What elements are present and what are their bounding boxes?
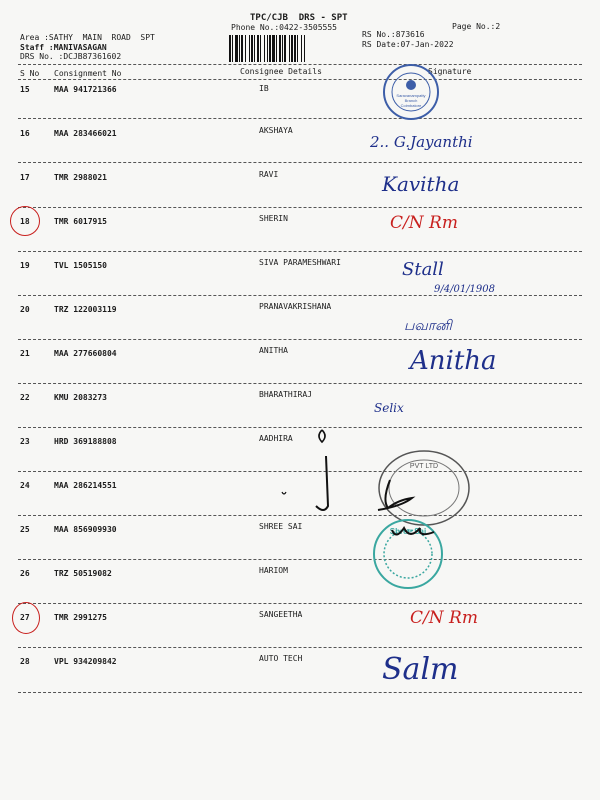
red-circle-mark bbox=[10, 206, 40, 236]
row-sno: 15 bbox=[20, 85, 30, 94]
row-consignee: SHERIN bbox=[259, 214, 288, 223]
svg-text:Coimbatore: Coimbatore bbox=[400, 103, 422, 108]
signature-row-16: 2.. G.Jayanthi bbox=[370, 133, 473, 151]
row-divider bbox=[18, 339, 582, 340]
row-consignee: RAVI bbox=[259, 170, 279, 179]
row-divider bbox=[18, 295, 582, 296]
staff-label: Staff :MANIVASAGAN bbox=[20, 43, 107, 52]
rs-date: RS Date:07-Jan-2022 bbox=[362, 40, 454, 49]
row-divider bbox=[18, 162, 582, 163]
row-sno: 24 bbox=[20, 481, 30, 490]
row-consignee: SHREE SAI bbox=[259, 522, 303, 531]
col-sno: S No bbox=[20, 69, 40, 78]
signature-row-22: Selix bbox=[374, 401, 404, 415]
col-consignment: Consignment No bbox=[54, 69, 122, 78]
row-consignee: ANITHA bbox=[259, 346, 288, 355]
header-divider bbox=[18, 64, 582, 65]
branch-stamp bbox=[382, 63, 440, 121]
row-sno: 19 bbox=[20, 261, 30, 270]
signature-row-20: பவானி bbox=[404, 318, 452, 334]
svg-text:Branch: Branch bbox=[404, 98, 418, 103]
row-consignee: AUTO TECH bbox=[259, 654, 303, 663]
row-consignment: MAA 283466021 bbox=[54, 129, 117, 138]
signature-row-19-date: 9/4/01/1908 bbox=[434, 284, 496, 295]
row-consignment: HRD 369188808 bbox=[54, 437, 117, 446]
svg-text:PVT LTD: PVT LTD bbox=[409, 463, 439, 470]
row-sno: 16 bbox=[20, 129, 30, 138]
row-consignment: TRZ 122003119 bbox=[54, 305, 117, 314]
drs-number: DRS No. :DCJB87361602 bbox=[20, 52, 122, 61]
row-consignee: SANGEETHA bbox=[259, 610, 303, 619]
row-consignee: PRANAVAKRISHANA bbox=[259, 302, 332, 311]
row-consignment: TVL 1505150 bbox=[54, 261, 107, 270]
row-consignee: HARIOM bbox=[259, 566, 288, 575]
row-divider bbox=[18, 207, 582, 208]
row-consignment: VPL 934209842 bbox=[54, 657, 117, 666]
row-consignee: SIVA PARAMESHWARI bbox=[259, 258, 341, 267]
row-divider bbox=[18, 647, 582, 648]
col-signature: Signature bbox=[428, 67, 472, 76]
rs-number: RS No.:873616 bbox=[362, 30, 425, 39]
col-consignee: Consignee Details bbox=[240, 67, 322, 76]
area-label: Area :SATHY MAIN ROAD SPT bbox=[20, 33, 155, 42]
row-sno: 21 bbox=[20, 349, 30, 358]
signature-row-27: C/N Rm bbox=[410, 608, 478, 628]
signature-row-17: Kavitha bbox=[382, 172, 460, 196]
row-consignment: TMR 2991275 bbox=[54, 613, 107, 622]
row-divider bbox=[18, 251, 582, 252]
row-consignment: MAA 277660804 bbox=[54, 349, 117, 358]
row-sno: 25 bbox=[20, 525, 30, 534]
barcode bbox=[228, 35, 354, 62]
row-consignee: AADHIRA bbox=[259, 434, 293, 443]
document-title: TPC/CJB DRS - SPT bbox=[250, 13, 348, 23]
row-consignee: AKSHAYA bbox=[259, 126, 293, 135]
row-consignment: MAA 941721366 bbox=[54, 85, 117, 94]
signature-row-19: Stall bbox=[402, 259, 444, 280]
row-consignment: MAA 286214551 bbox=[54, 481, 117, 490]
stamp-branch-text: Saravanampatty bbox=[396, 93, 426, 98]
row-divider bbox=[18, 603, 582, 604]
row-consignee: BHARATHIRAJ bbox=[259, 390, 312, 399]
signature-row-21: Anitha bbox=[410, 346, 497, 376]
row-sno: 18 bbox=[20, 217, 30, 226]
row-sno: 17 bbox=[20, 173, 30, 182]
phone-number: Phone No.:0422-3505555 bbox=[231, 23, 337, 32]
row-consignment: TRZ 50519082 bbox=[54, 569, 112, 578]
page-number: Page No.:2 bbox=[452, 22, 501, 31]
row-sno: 20 bbox=[20, 305, 30, 314]
signature-row-18: C/N Rm bbox=[390, 213, 458, 233]
columns-divider bbox=[18, 79, 582, 80]
signature-row-28: Salm bbox=[382, 652, 459, 687]
row-consignment: KMU 2083273 bbox=[54, 393, 107, 402]
signature-strokes bbox=[270, 420, 450, 560]
row-sno: 26 bbox=[20, 569, 30, 578]
row-sno: 28 bbox=[20, 657, 30, 666]
row-consignment: TMR 2988021 bbox=[54, 173, 107, 182]
row-sno: 23 bbox=[20, 437, 30, 446]
row-divider bbox=[18, 692, 582, 693]
red-circle-mark bbox=[12, 602, 40, 634]
row-consignment: MAA 856909930 bbox=[54, 525, 117, 534]
row-divider bbox=[18, 118, 582, 119]
row-consignee: IB bbox=[259, 84, 269, 93]
row-sno: 22 bbox=[20, 393, 30, 402]
row-consignment: TMR 6017915 bbox=[54, 217, 107, 226]
row-sno: 27 bbox=[20, 613, 30, 622]
stamp-shree-sai-text: Shree Sai bbox=[389, 527, 427, 536]
row-divider bbox=[18, 383, 582, 384]
